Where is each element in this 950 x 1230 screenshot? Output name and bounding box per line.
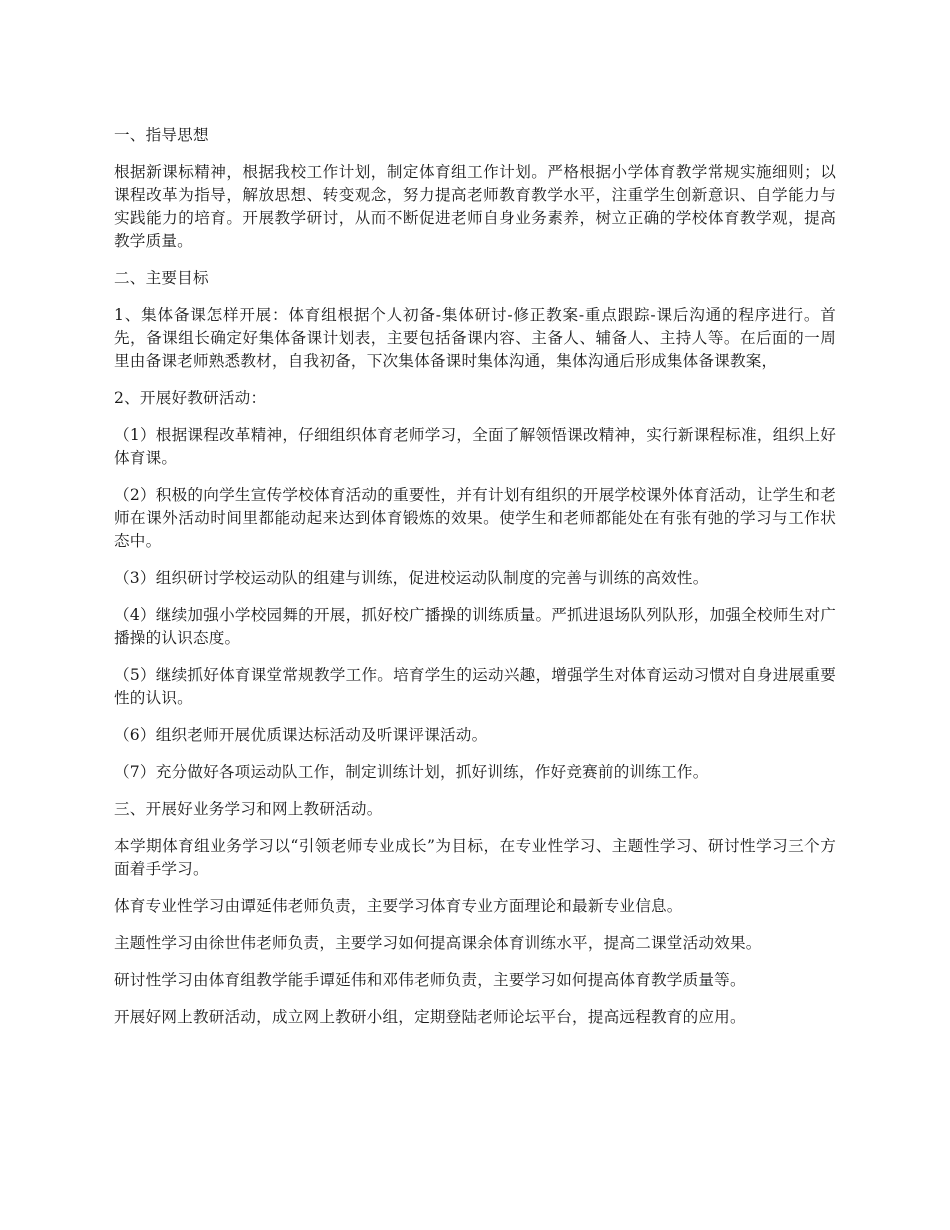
list-item-7: （7）充分做好各项运动队工作，制定训练计划，抓好训练，作好竞赛前的训练工作。 [114, 763, 709, 781]
list-item-5: （5）继续抓好体育课堂常规教学工作。培育学生的运动兴趣，增强学生对体育运动习惯对自身进展重要性的认识。 [114, 666, 836, 707]
paragraph-study-overview: 本学期体育组业务学习以“引领老师专业成长”为目标，在专业性学习、主题性学习、研讨性学习三个方面着手学习。 [114, 837, 836, 878]
list-item-2: （2）积极的向学生宣传学校体育活动的重要性，并有计划有组织的开展学校课外体育活动，让学生和老师在课外活动时间里都能动起来达到体育锻炼的效果。使学生和老师都能处在有张有弛的学习与工作状态中。 [114, 486, 836, 550]
paragraph-thematic-study: 主题性学习由徐世伟老师负责，主要学习如何提高课余体育训练水平，提高二课堂活动效果。 [114, 934, 762, 952]
section-heading-business-study: 三、开展好业务学习和网上教研活动。 [114, 800, 383, 818]
paragraph-guiding-ideology: 根据新课标精神，根据我校工作计划，制定体育组工作计划。严格根据小学体育教学常规实施细则；以课程改革为指导，解放思想、转变观念，努力提高老师教育教学水平，注重学生创新意识、自学能力与实践能力的培育。开展教学研讨，从而不断促进老师自身业务素养，树立正确的学校体育教学观，提高教学质量。 [114, 163, 836, 250]
list-item-3: （3）组织研讨学校运动队的组建与训练，促进校运动队制度的完善与训练的高效性。 [114, 569, 709, 587]
paragraph-online-research: 开展好网上教研活动，成立网上教研小组，定期登陆老师论坛平台，提高远程教育的应用。 [114, 1008, 746, 1026]
paragraph-research-study: 研讨性学习由体育组教学能手谭延伟和邓伟老师负责，主要学习如何提高体育教学质量等。 [114, 971, 746, 989]
paragraph-collective-lesson-prep: 1、集体备课怎样开展：体育组根据个人初备-集体研讨-修正教案-重点跟踪-课后沟通的程序进行。首先，备课组长确定好集体备课计划表，主要包括备课内容、主备人、辅备人、主持人等。在后面的一周里由备课老师熟悉教材，自我初备，下次集体备课时集体沟通，集体沟通后形成集体备课教案， [114, 306, 836, 370]
paragraph-teaching-research-activities: 2、开展好教研活动： [114, 389, 267, 407]
document-page [114, 124, 836, 1043]
section-heading-guiding-ideology: 一、指导思想 [114, 126, 209, 144]
list-item-4: （4）继续加强小学校园舞的开展，抓好校广播操的训练质量。严抓进退场队列队形，加强全校师生对广播操的认识态度。 [114, 606, 836, 647]
list-item-6: （6）组织老师开展优质课达标活动及听课评课活动。 [114, 726, 488, 744]
list-item-1: （1）根据课程改革精神，仔细组织体育老师学习，全面了解领悟课改精神，实行新课程标准，组织上好体育课。 [114, 426, 836, 467]
paragraph-professional-study: 体育专业性学习由谭延伟老师负责，主要学习体育专业方面理论和最新专业信息。 [114, 897, 683, 915]
section-heading-main-goals: 二、主要目标 [114, 269, 209, 287]
